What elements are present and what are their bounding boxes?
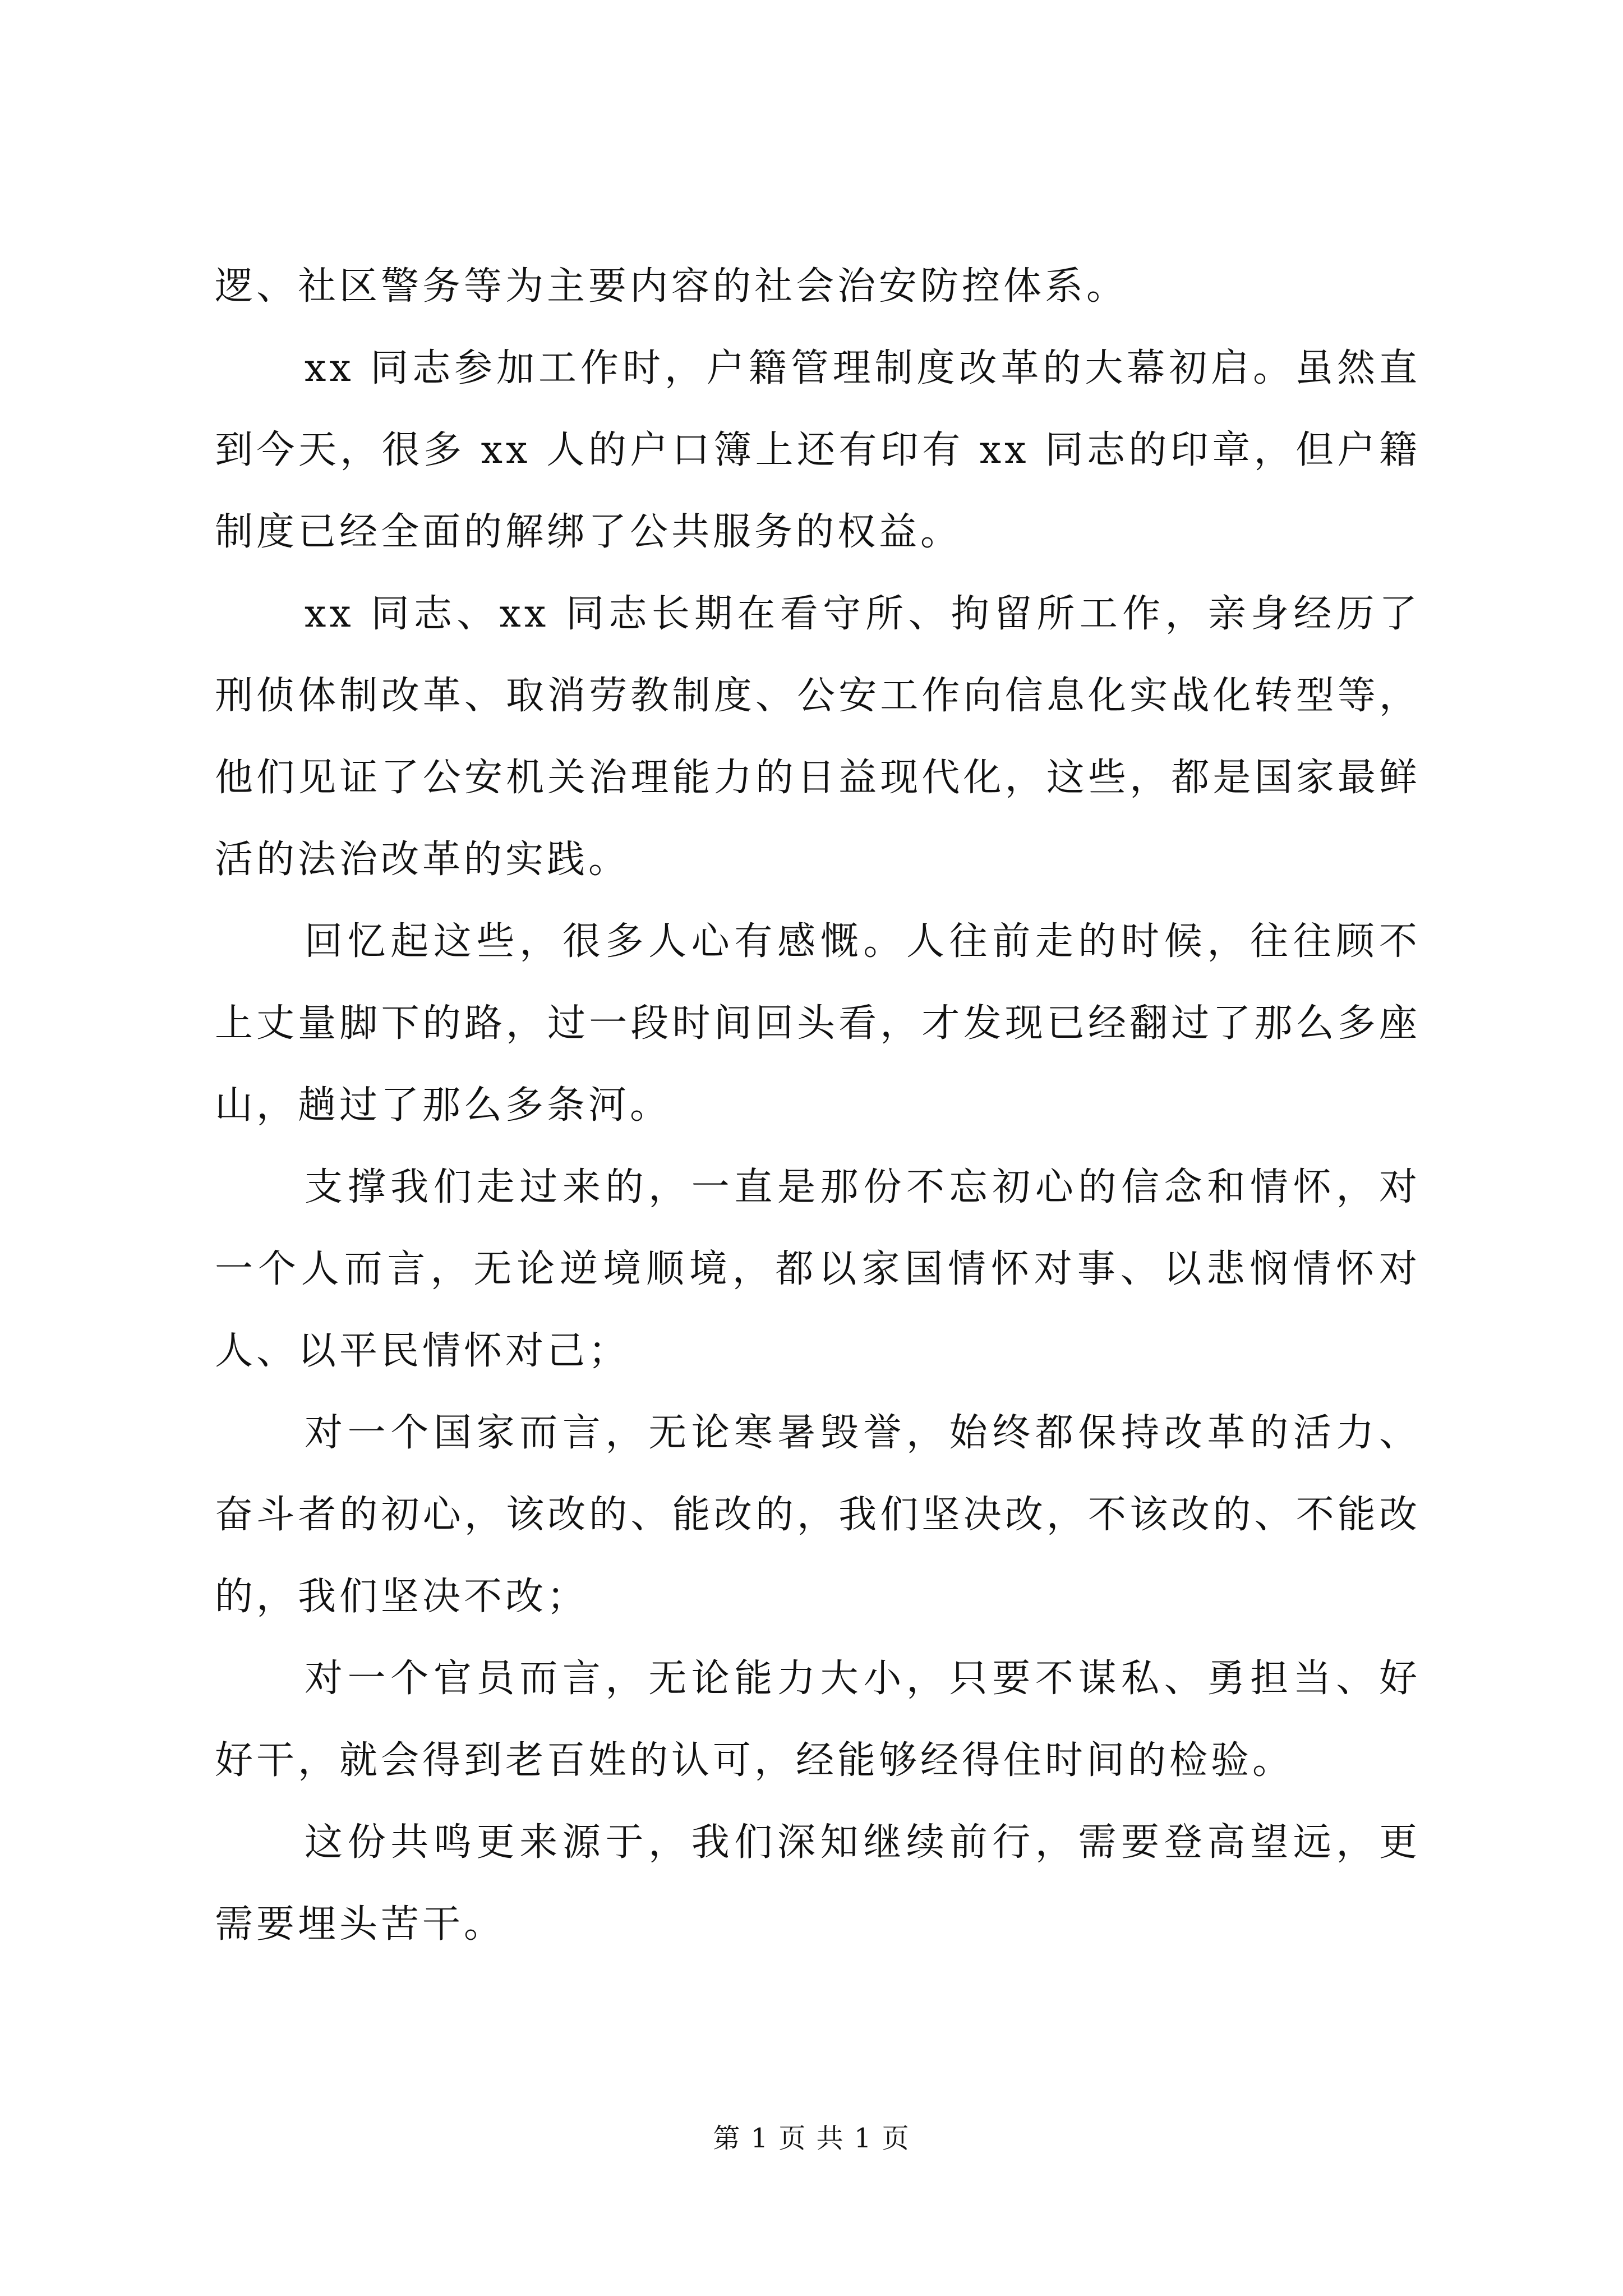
paragraph-2: xx 同志参加工作时，户籍管理制度改革的大幕初启。虽然直到今天，很多 xx 人的户口簿上还有印有 xx 同志的印章，但户籍制度已经全面的解绑了公共服务的权益。: [215, 346, 1421, 554]
document-body: [215, 246, 1421, 1966]
paragraph-6: 对一个国家而言，无论寒暑毁誉，始终都保持改革的活力、奋斗者的初心，该改的、能改的，我们坚决改，不该改的、不能改的，我们坚决不改；: [215, 1411, 1421, 1619]
paragraph-4: 回忆起这些，很多人心有感慨。人往前走的时候，往往顾不上丈量脚下的路，过一段时间回头看，才发现已经翻过了那么多座山，趟过了那么多条河。: [215, 919, 1421, 1128]
paragraph-8: 这份共鸣更来源于，我们深知继续前行，需要登高望远，更需要埋头苦干。: [215, 1820, 1421, 1947]
paragraph-5: 支撑我们走过来的，一直是那份不忘初心的信念和情怀，对一个人而言，无论逆境顺境，都以家国情怀对事、以悲悯情怀对人、以平民情怀对己；: [215, 1165, 1421, 1373]
paragraph-3: xx 同志、xx 同志长期在看守所、拘留所工作，亲身经历了刑侦体制改革、取消劳教制度、公安工作向信息化实战化转型等，他们见证了公安机关治理能力的日益现代化，这些，都是国家最鲜活的法治改革的实践。: [215, 592, 1421, 882]
page-footer: 第 1 页 共 1 页: [713, 2123, 910, 2154]
paragraph-7: 对一个官员而言，无论能力大小，只要不谋私、勇担当、好好干，就会得到老百姓的认可，经能够经得住时间的检验。: [215, 1657, 1421, 1783]
paragraph-1: 逻、社区警务等为主要内容的社会治安防控体系。: [215, 264, 1128, 309]
